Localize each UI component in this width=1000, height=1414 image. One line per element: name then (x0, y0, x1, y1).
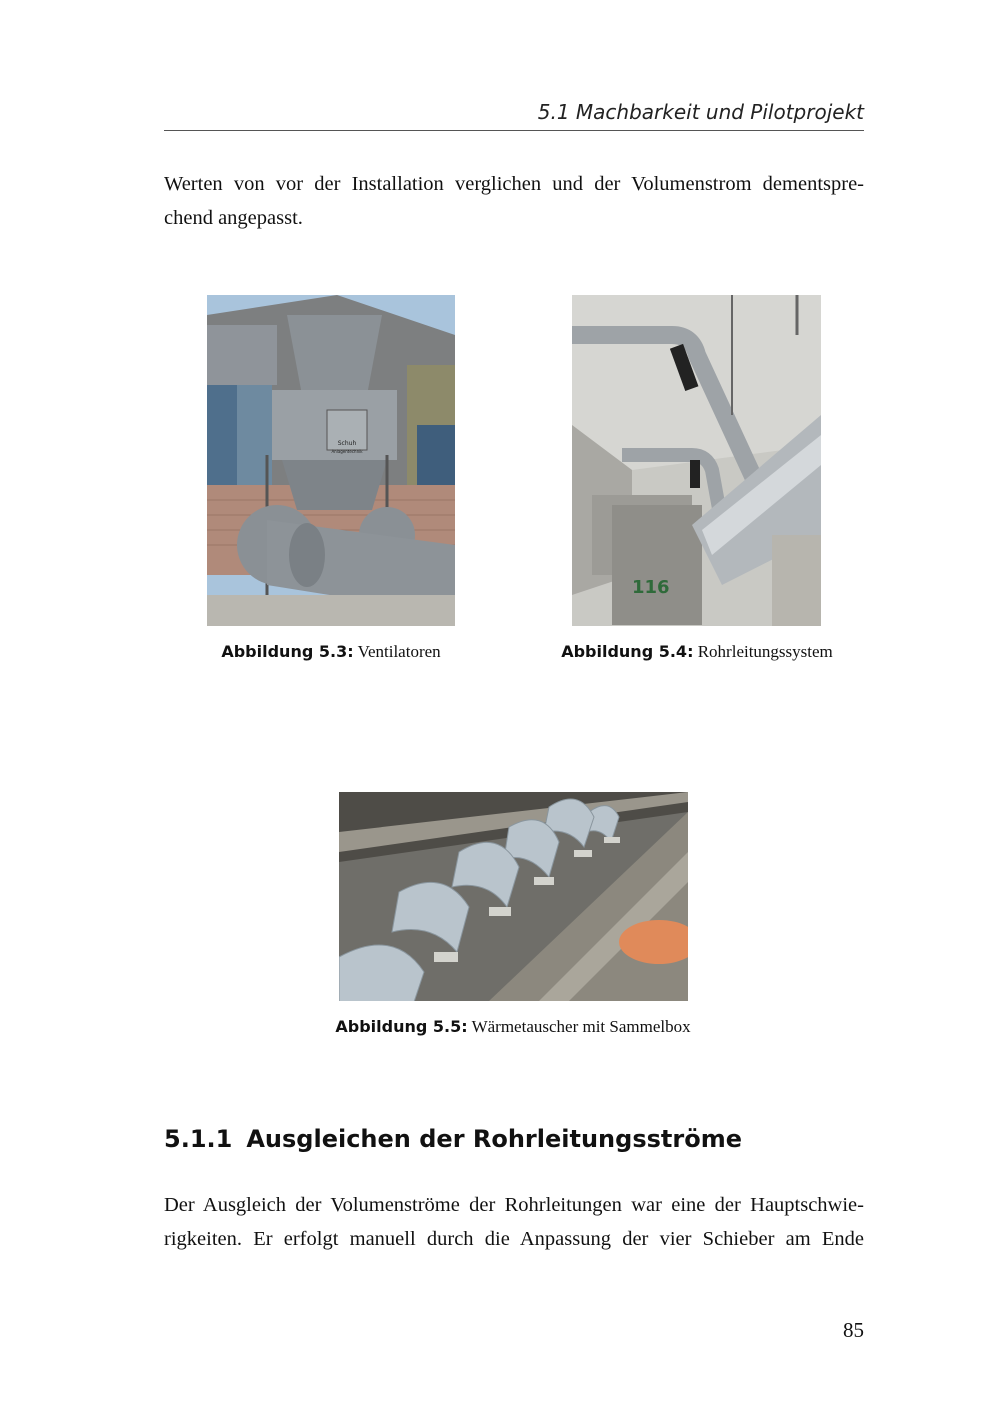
intro-line-1: Werten von vor der Installation verglichen und der Volumenstrom dementspre- (164, 173, 864, 195)
figure-5-4-caption (546, 642, 848, 662)
figure-rohrleitungssystem-photo (572, 295, 821, 626)
schuh-logo-text: Schuh (337, 440, 357, 447)
figure-5-5-caption (313, 1017, 713, 1037)
section-title: Ausgleichen der Rohrleitungsströme (246, 1125, 742, 1153)
body-paragraph (164, 1188, 864, 1256)
figure-5-5-text: Wärmetauscher mit Sammelbox (471, 1017, 691, 1036)
page-number: 85 (843, 1318, 864, 1342)
body-line-2: rigkeiten. Er erfolgt manuell durch die Anpassung der vier Schieber am Ende (164, 1228, 864, 1250)
running-head: 5.1 Machbarkeit und Pilotprojekt (537, 100, 864, 124)
figure-ventilatoren-photo (207, 295, 455, 626)
body-line-1: Der Ausgleich der Volumenströme der Rohrleitungen war eine der Hauptschwie- (164, 1194, 864, 1216)
duct-number-text: 116 (632, 577, 670, 598)
figure-waermetauscher-photo (339, 792, 688, 1001)
section-heading (164, 1125, 742, 1153)
figure-5-3-caption (207, 642, 455, 662)
intro-paragraph (164, 167, 864, 235)
schuh-logo-subtext: Anlagentechnik (331, 449, 363, 454)
figure-5-3-text: Ventilatoren (357, 642, 441, 661)
figure-5-3-label: Abbildung 5.3: (221, 642, 354, 661)
figure-5-4-text: Rohrleitungssystem (697, 642, 833, 661)
figure-5-4-label: Abbildung 5.4: (561, 642, 694, 661)
figure-5-5-label: Abbildung 5.5: (335, 1017, 468, 1036)
section-number: 5.1.1 (164, 1125, 233, 1153)
header-rule (164, 130, 864, 131)
intro-line-2: chend angepasst. (164, 207, 303, 229)
